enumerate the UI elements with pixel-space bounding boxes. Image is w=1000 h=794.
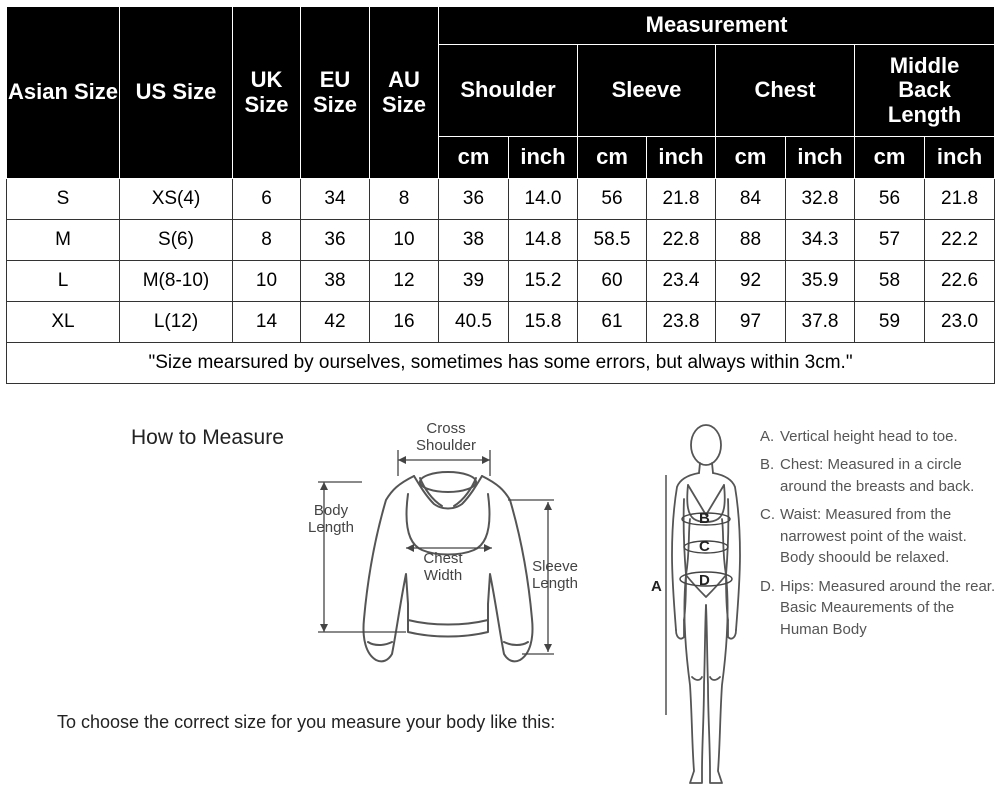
table-cell: 14.8 (509, 220, 578, 261)
header-au-size: AU Size (370, 7, 439, 179)
guide-key: C. (760, 506, 775, 524)
table-cell: 15.2 (509, 261, 578, 302)
table-cell: 39 (439, 261, 509, 302)
table-cell: 34 (301, 179, 370, 220)
table-cell: M(8-10) (120, 261, 233, 302)
header-chest: Chest (716, 45, 855, 137)
table-cell: 14.0 (509, 179, 578, 220)
table-cell: 92 (716, 261, 786, 302)
table-cell: 84 (716, 179, 786, 220)
body-length-label: Body Length (308, 502, 354, 537)
table-cell: 37.8 (786, 302, 855, 343)
how-to-measure-title: How to Measure (131, 426, 284, 449)
header-measurement: Measurement (439, 7, 995, 45)
guide-item-c (760, 504, 996, 568)
table-cell: 10 (233, 261, 301, 302)
guide-item-d (760, 576, 996, 640)
table-cell: 34.3 (786, 220, 855, 261)
table-cell: 23.0 (925, 302, 995, 343)
table-cell: 10 (370, 220, 439, 261)
table-cell: M (7, 220, 120, 261)
table-cell: 56 (578, 179, 647, 220)
guide-key: D. (760, 577, 775, 595)
size-chart-table (6, 6, 995, 384)
table-cell: 23.8 (647, 302, 716, 343)
table-cell: 21.8 (925, 179, 995, 220)
header-unit-cm: cm (855, 137, 925, 179)
table-cell: 61 (578, 302, 647, 343)
table-cell: S(6) (120, 220, 233, 261)
guide-key: B. (760, 456, 775, 474)
header-eu-size: EU Size (301, 7, 370, 179)
body-marker-b: B (699, 510, 710, 527)
note-row (7, 343, 995, 384)
guide-text: Chest: Measured in a circle around the breasts and back. (780, 456, 975, 495)
body-marker-a: A (651, 578, 662, 595)
table-cell: 36 (439, 179, 509, 220)
header-sleeve: Sleeve (578, 45, 716, 137)
header-unit-cm: cm (439, 137, 509, 179)
guide-key: A. (760, 428, 775, 445)
table-cell: 14 (233, 302, 301, 343)
body-marker-d: D (699, 572, 710, 589)
table-cell: 60 (578, 261, 647, 302)
table-cell: 38 (439, 220, 509, 261)
header-us-size: US Size (120, 7, 233, 179)
table-cell: 16 (370, 302, 439, 343)
header-unit-cm: cm (578, 137, 647, 179)
header-asian-size: Asian Size (7, 7, 120, 179)
table-cell: XL (7, 302, 120, 343)
table-cell: 8 (370, 179, 439, 220)
table-cell: 22.8 (647, 220, 716, 261)
table-cell: L (7, 261, 120, 302)
header-unit-inch: inch (647, 137, 716, 179)
sleeve-length-label: Sleeve Length (532, 558, 578, 593)
sweater-illustration (296, 414, 596, 684)
human-body-illustration (650, 415, 760, 791)
table-cell: 57 (855, 220, 925, 261)
header-unit-inch: inch (925, 137, 995, 179)
guide-text: Hips: Measured around the rear. Basic Meaurements of the Human Body (780, 577, 996, 638)
table-cell: 97 (716, 302, 786, 343)
table-cell: 88 (716, 220, 786, 261)
table-cell: 58 (855, 261, 925, 302)
table-cell: 40.5 (439, 302, 509, 343)
table-cell: 23.4 (647, 261, 716, 302)
choose-size-instruction: To choose the correct size for you measure your body like this: (57, 712, 556, 732)
guide-text: Waist: Measured from the narrowest point of the waist. Body shoould be relaxed. (780, 506, 967, 567)
table-cell: 35.9 (786, 261, 855, 302)
guide-item-b (760, 454, 996, 497)
table-cell: 6 (233, 179, 301, 220)
measurement-note: "Size mearsured by ourselves, sometimes has some errors, but always within 3cm." (7, 343, 995, 384)
body-marker-c: C (699, 538, 710, 555)
table-cell: L(12) (120, 302, 233, 343)
guide-item-a (760, 426, 996, 447)
guide-text: Vertical height head to toe. (780, 428, 958, 445)
table-cell: 21.8 (647, 179, 716, 220)
header-unit-inch: inch (786, 137, 855, 179)
table-cell: 38 (301, 261, 370, 302)
table-row (7, 261, 995, 302)
header-shoulder: Shoulder (439, 45, 578, 137)
table-row (7, 179, 995, 220)
table-cell: 8 (233, 220, 301, 261)
table-cell: 22.2 (925, 220, 995, 261)
table-row (7, 302, 995, 343)
header-middle-back-length: Middle Back Length (855, 45, 995, 137)
table-cell: 32.8 (786, 179, 855, 220)
table-cell: S (7, 179, 120, 220)
table-cell: 12 (370, 261, 439, 302)
table-cell: 36 (301, 220, 370, 261)
chest-width-label: Chest Width (423, 550, 463, 585)
table-cell: XS(4) (120, 179, 233, 220)
table-row (7, 220, 995, 261)
table-cell: 42 (301, 302, 370, 343)
header-unit-inch: inch (509, 137, 578, 179)
header-unit-cm: cm (716, 137, 786, 179)
table-cell: 15.8 (509, 302, 578, 343)
cross-shoulder-label: Cross Shoulder (415, 420, 477, 455)
table-cell: 59 (855, 302, 925, 343)
table-cell: 56 (855, 179, 925, 220)
header-uk-size: UK Size (233, 7, 301, 179)
table-cell: 22.6 (925, 261, 995, 302)
measurement-guide (760, 426, 996, 647)
table-cell: 58.5 (578, 220, 647, 261)
